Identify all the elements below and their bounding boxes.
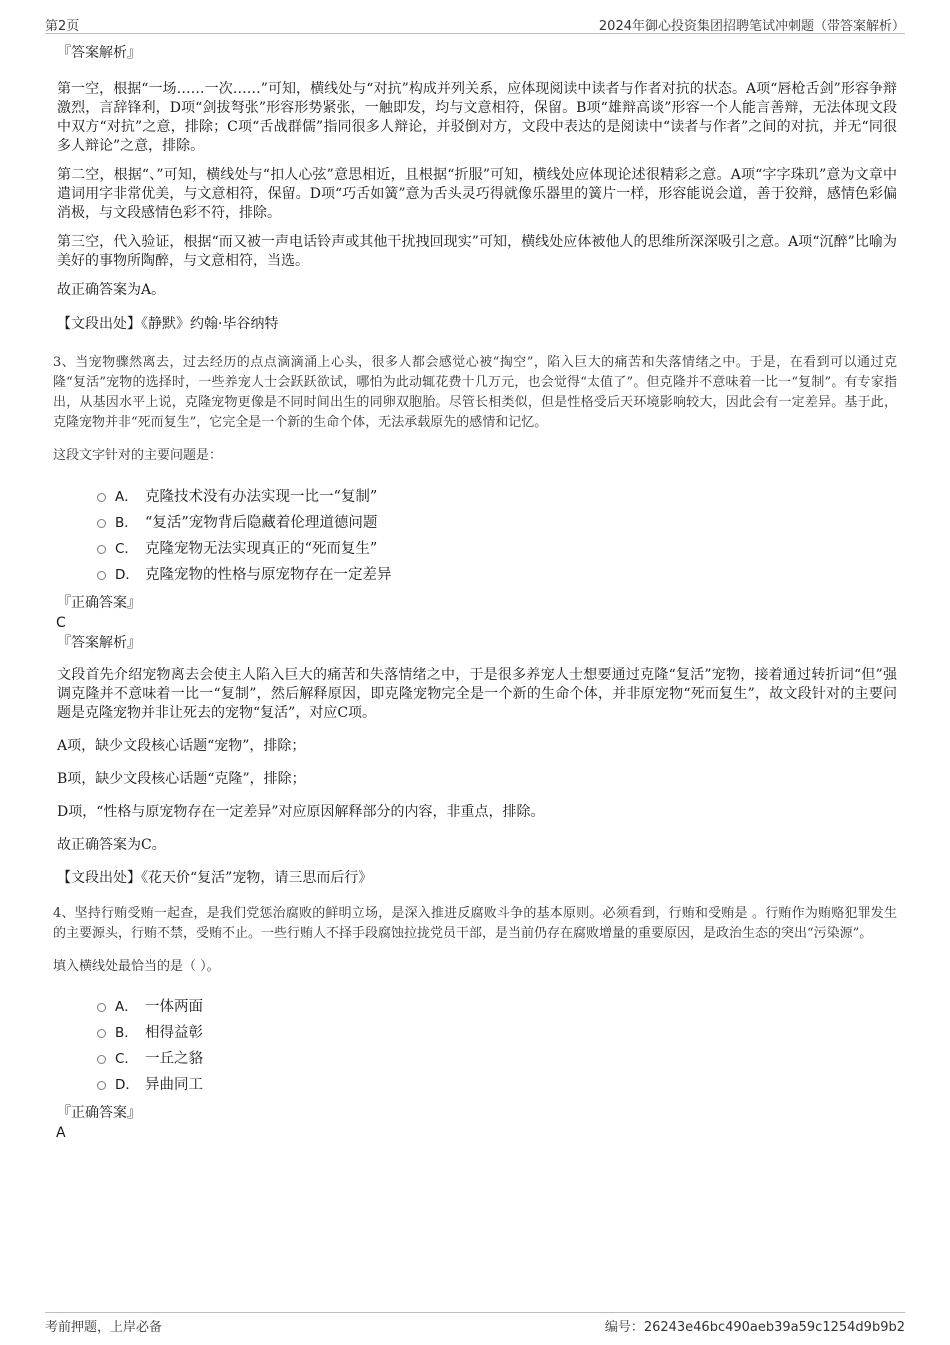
analysis-paragraph: 第一空，根据“一场……一次……”可知，横线处与“对抗”构成并列关系，应体现阅读中读者与作者对抗的状态。A项“唇枪舌剑”形容争辩激烈，言辞锋利，D项“剑拔弩张”形容形势紧张，一触即发，均与文意相符，保留。B项“雄辩高谈”形容一个人能言善辩，无法体现文段中双方“对抗”之意，排除；C项“舌战群儒”指同很多人辩论，并驳倒对方，文段中表达的是阅读中“读者与作者”之间的对抗，并无“同很多人辩论”之意，排除。 bbox=[57, 81, 897, 154]
analysis-paragraph: 第三空，代入验证，根据“而又被一声电话铃声或其他干扰拽回现实”可知，横线处应体被他人的思维所深深吸引之意。A项“沉醉”比喻为美好的事物所陶醉，与文意相符，当选。 bbox=[57, 234, 897, 269]
document-id: 编号：26243e46bc490aeb39a59c1254d9b9b2 bbox=[604, 1320, 905, 1335]
source-citation: 【文段出处】《静默》约翰·毕谷纳特 bbox=[57, 316, 279, 332]
analysis-paragraph: 文段首先介绍宠物离去会使主人陷入巨大的痛苦和失落情绪之中，于是很多养宠人士想要通过克隆“复活”宠物，接着通过转折词“但”强调克隆并不意味着一比一“复制”，然后解释原因，即克隆宠物完全是一个新的生命个体，并非原宠物“死而复生”，故文段针对的主要问题是克隆宠物并非让死去的宠物“复活”，对应C项。 bbox=[57, 667, 897, 721]
analysis-paragraph: B项，缺少文段核心话题“克隆”，排除； bbox=[57, 771, 306, 787]
radio-icon[interactable] bbox=[97, 571, 106, 580]
radio-icon[interactable] bbox=[97, 1029, 106, 1038]
page-content bbox=[53, 44, 897, 1142]
document-title: 2024年御心投资集团招聘笔试冲刺题（带答案解析） bbox=[598, 19, 905, 34]
analysis-conclusion: 故正确答案为C。 bbox=[57, 837, 166, 853]
page-number: 第2页 bbox=[45, 19, 80, 34]
correct-answer: C bbox=[56, 615, 66, 631]
option-d[interactable]: D． 异曲同工 bbox=[57, 1072, 897, 1098]
source-citation: 【文段出处】《花天价“复活”宠物，请三思而后行》 bbox=[57, 870, 373, 886]
radio-icon[interactable] bbox=[97, 493, 106, 502]
question-4-stem: 4、坚持行贿受贿一起查，是我们党惩治腐败的鲜明立场，是深入推进反腐败斗争的基本原则。必须看到，行贿和受贿是 。行贿作为贿赂犯罪发生的主要源头，行贿不禁，受贿不止。一些行贿人不择手段腐蚀拉拢党员干部，是当前仍存在腐败增量的重要原因，是政治生态的突出“污染源”。 bbox=[53, 906, 897, 941]
question-3-options bbox=[57, 484, 897, 588]
answer-analysis-label: 『答案解析』 bbox=[57, 45, 141, 61]
question-3-stem: 3、当宠物骤然离去，过去经历的点点滴滴涌上心头，很多人都会感觉心被“掏空”，陷入巨大的痛苦和失落情绪之中。于是，在看到可以通过克隆“复活”宠物的选择时，一些养宠人士会跃跃欲试，哪怕为此动辄花费十几万元，也会觉得“太值了”。但克隆并不意味着一比一“复制”。有专家指出，从基因水平上说，克隆宠物更像是不同时间出生的同卵双胞胎。尽管长相类似，但是性格受后天环境影响较大，因此会有一定差异。基于此，克隆宠物并非“死而复生”，它完全是一个新的生命个体，无法承载原先的感情和记忆。 bbox=[53, 355, 897, 430]
radio-icon[interactable] bbox=[97, 1081, 106, 1090]
option-c[interactable]: C． 克隆宠物无法实现真正的“死而复生” bbox=[57, 536, 897, 562]
radio-icon[interactable] bbox=[97, 1003, 106, 1012]
radio-icon[interactable] bbox=[97, 1055, 106, 1064]
correct-answer: A bbox=[56, 1125, 66, 1141]
question-4-options bbox=[57, 994, 897, 1098]
option-b[interactable]: B． “复活”宠物背后隐藏着伦理道德问题 bbox=[57, 510, 897, 536]
option-d[interactable]: D． 克隆宠物的性格与原宠物存在一定差异 bbox=[57, 562, 897, 588]
page-footer bbox=[45, 1312, 905, 1335]
radio-icon[interactable] bbox=[97, 519, 106, 528]
correct-answer-label: 『正确答案』 bbox=[57, 595, 141, 611]
analysis-paragraph: D项，“性格与原宠物存在一定差异”对应原因解释部分的内容，非重点，排除。 bbox=[57, 804, 545, 820]
radio-icon[interactable] bbox=[97, 545, 106, 554]
footer-slogan: 考前押题，上岸必备 bbox=[45, 1320, 163, 1335]
analysis-paragraph: 第二空，根据“、”可知，横线处与“扣人心弦”意思相近，且根据“折服”可知，横线处应体现论述很精彩之意。A项“字字珠玑”意为文章中遣词用字非常优美，与文意相符，保留。D项“巧舌如簧”意为舌头灵巧得就像乐器里的簧片一样，形容能说会道，善于狡辩，感情色彩偏消极，与文段感情色彩不符，排除。 bbox=[57, 167, 897, 221]
answer-analysis-label: 『答案解析』 bbox=[57, 635, 141, 651]
analysis-conclusion: 故正确答案为A。 bbox=[57, 282, 166, 298]
page-header bbox=[45, 14, 905, 34]
option-c[interactable]: C． 一丘之貉 bbox=[57, 1046, 897, 1072]
option-a[interactable]: A． 克隆技术没有办法实现一比一“复制” bbox=[57, 484, 897, 510]
option-b[interactable]: B． 相得益彰 bbox=[57, 1020, 897, 1046]
question-4-prompt: 填入横线处最恰当的是（ ）。 bbox=[53, 959, 220, 974]
question-3-prompt: 这段文字针对的主要问题是： bbox=[53, 448, 223, 463]
option-a[interactable]: A． 一体两面 bbox=[57, 994, 897, 1020]
analysis-paragraph: A项，缺少文段核心话题“宠物”，排除； bbox=[57, 738, 306, 754]
correct-answer-label: 『正确答案』 bbox=[57, 1105, 141, 1121]
